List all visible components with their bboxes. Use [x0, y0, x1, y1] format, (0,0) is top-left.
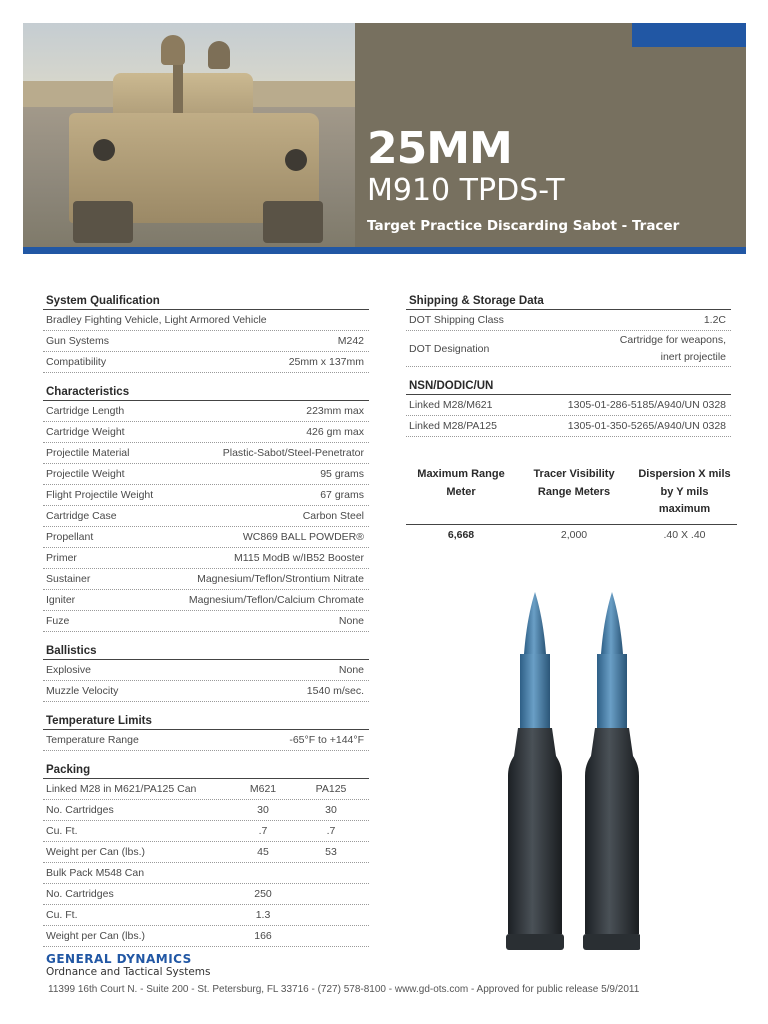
- spec-value: None: [338, 664, 364, 676]
- spec-label: Fuze: [46, 615, 70, 627]
- spec-row: [43, 590, 369, 611]
- packing-label: Weight per Can (lbs.): [46, 930, 146, 942]
- spec-row: [406, 331, 731, 367]
- header-line: Tracer Visibility: [533, 468, 615, 480]
- packing-row: [43, 842, 369, 863]
- spec-value: Plastic-Sabot/Steel-Penetrator: [222, 447, 364, 459]
- spec-label: Bradley Fighting Vehicle, Light Armored Vehicle: [46, 314, 267, 326]
- packing-col-m621: .7: [258, 825, 268, 837]
- spec-row: [43, 527, 369, 548]
- spec-value: 426 gm max: [306, 426, 364, 438]
- spec-label: Cartridge Weight: [46, 426, 125, 438]
- header-dispersion: [632, 466, 737, 519]
- performance-header: [406, 466, 737, 525]
- title-panel: [355, 23, 746, 247]
- packing-col-pa125: 53: [325, 846, 337, 858]
- spec-label: Cartridge Case: [46, 510, 117, 522]
- spec-label: Linked M28/PA125: [409, 420, 497, 432]
- header-line: Meter: [446, 485, 476, 498]
- packing-label: No. Cartridges: [46, 804, 114, 816]
- packing-col-m621: 30: [257, 804, 269, 816]
- spec-value: WC869 BALL POWDER®: [242, 531, 364, 543]
- packing-col-pa125: PA125: [315, 783, 347, 795]
- packing-col-m621: 166: [254, 930, 272, 942]
- spec-row: [43, 681, 369, 702]
- spec-row: [43, 569, 369, 590]
- packing-label: No. Cartridges: [46, 888, 114, 900]
- spec-row: [43, 331, 369, 352]
- spec-label: Muzzle Velocity: [46, 685, 119, 697]
- cartridge-round-right: [583, 592, 640, 950]
- spec-value: -65°F to +144°F: [289, 734, 364, 746]
- section-title-temperature-limits: Temperature Limits: [43, 712, 369, 730]
- header-line: by Y mils: [660, 485, 709, 498]
- spec-row: [43, 548, 369, 569]
- spec-value: 25mm x 137mm: [288, 356, 364, 368]
- header-divider: [23, 247, 746, 254]
- spec-label: Primer: [46, 552, 77, 564]
- spec-value: 223mm max: [306, 405, 364, 417]
- cartridge-round-left: [506, 592, 564, 950]
- packing-col-m621: 1.3: [255, 909, 271, 921]
- bradley-vehicle-photo: [23, 23, 355, 247]
- spec-value: Carbon Steel: [302, 510, 364, 522]
- header-max-range: [406, 466, 516, 519]
- spec-row: [43, 730, 369, 751]
- spec-value: [620, 332, 726, 366]
- packing-row: [43, 884, 369, 905]
- spec-row: [406, 395, 731, 416]
- value-max-range: 6,668: [447, 528, 475, 541]
- spec-value: 67 grams: [320, 489, 364, 501]
- caliber-title: 25MM: [367, 123, 512, 174]
- section-title-nsn-dodic-un: NSN/DODIC/UN: [406, 377, 731, 395]
- spec-value: M242: [337, 335, 364, 347]
- spec-value-line: Cartridge for weapons,: [619, 333, 726, 346]
- left-spec-column: [43, 292, 369, 947]
- spec-value: 1305-01-350-5265/A940/UN 0328: [567, 420, 726, 432]
- spec-value: M115 ModB w/IB52 Booster: [234, 552, 364, 564]
- spec-row: [43, 506, 369, 527]
- packing-row: [43, 926, 369, 947]
- right-spec-column: [406, 292, 731, 437]
- header-banner: [23, 23, 746, 247]
- spec-label: Temperature Range: [46, 734, 139, 746]
- value-tracer-visibility: 2,000: [560, 528, 588, 541]
- packing-row: [43, 863, 369, 884]
- logo-division-name: Ordnance and Tactical Systems: [46, 966, 211, 978]
- header-line: Range Meters: [537, 485, 611, 498]
- spec-value: 1305-01-286-5185/A940/UN 0328: [567, 399, 726, 411]
- spec-label: DOT Shipping Class: [409, 314, 504, 326]
- spec-row: [406, 310, 731, 331]
- spec-row: [43, 660, 369, 681]
- spec-value: 1540 m/sec.: [306, 685, 364, 697]
- spec-label: Flight Projectile Weight: [46, 489, 154, 501]
- spec-value: Magnesium/Teflon/Calcium Chromate: [188, 594, 364, 606]
- header-line: maximum: [658, 503, 711, 515]
- spec-row: [43, 443, 369, 464]
- packing-label: Cu. Ft.: [46, 909, 78, 921]
- section-title-ballistics: Ballistics: [43, 642, 369, 660]
- spec-label: Projectile Material: [46, 447, 130, 459]
- spec-row: [43, 611, 369, 632]
- spec-label: Cartridge Length: [46, 405, 125, 417]
- spec-row: [43, 352, 369, 373]
- packing-row: [43, 800, 369, 821]
- spec-value: None: [338, 615, 364, 627]
- spec-value: 1.2C: [703, 314, 726, 326]
- spec-row: [43, 485, 369, 506]
- spec-label: Gun Systems: [46, 335, 110, 347]
- logo-company-name: GENERAL DYNAMICS: [46, 952, 192, 966]
- spec-row: [43, 401, 369, 422]
- section-title-packing: Packing: [43, 761, 369, 779]
- performance-values: [406, 525, 737, 541]
- spec-label: Compatibility: [46, 356, 107, 368]
- packing-label: Cu. Ft.: [46, 825, 78, 837]
- spec-label: DOT Designation: [409, 342, 490, 355]
- spec-label: Explosive: [46, 664, 91, 676]
- general-dynamics-logo: [46, 953, 210, 978]
- packing-col-m621: M621: [249, 783, 277, 795]
- spec-row: [43, 310, 369, 331]
- spec-row: [43, 422, 369, 443]
- packing-label: Bulk Pack M548 Can: [46, 867, 145, 879]
- spec-value: 95 grams: [320, 468, 364, 480]
- spec-label: Sustainer: [46, 573, 91, 585]
- product-subtitle: Target Practice Discarding Sabot - Tracer: [367, 218, 680, 234]
- packing-label: Linked M28 in M621/PA125 Can: [46, 783, 197, 795]
- spec-label: Linked M28/M621: [409, 399, 493, 411]
- spec-value: Magnesium/Teflon/Strontium Nitrate: [197, 573, 364, 585]
- section-title-system-qualification: System Qualification: [43, 292, 369, 310]
- footer-address: 11399 16th Court N. - Suite 200 - St. Petersburg, FL 33716 - (727) 578-8100 - www.gd-ots.com - Approved for public release 5/9/2011: [48, 984, 640, 995]
- packing-col-m621: 250: [254, 888, 272, 900]
- cartridge-illustration: [500, 588, 640, 956]
- model-title: M910 TPDS-T: [367, 173, 565, 208]
- spec-label: Propellant: [46, 531, 94, 543]
- packing-col-pa125: .7: [326, 825, 336, 837]
- header-tracer-visibility: [516, 466, 632, 519]
- spec-value-line: inert projectile: [660, 350, 726, 363]
- packing-row: [43, 905, 369, 926]
- packing-row: [43, 821, 369, 842]
- blue-accent-tab: [632, 23, 746, 47]
- packing-row: [43, 779, 369, 800]
- spec-row: [43, 464, 369, 485]
- value-dispersion: .40 X .40: [663, 528, 706, 541]
- section-title-shipping: Shipping & Storage Data: [406, 292, 731, 310]
- section-title-characteristics: Characteristics: [43, 383, 369, 401]
- packing-col-pa125: 30: [325, 804, 337, 816]
- spec-row: [406, 416, 731, 437]
- packing-label: Weight per Can (lbs.): [46, 846, 146, 858]
- packing-col-m621: 45: [257, 846, 269, 858]
- header-line: Maximum Range: [417, 468, 505, 480]
- spec-label: Igniter: [46, 594, 76, 606]
- spec-label: Projectile Weight: [46, 468, 125, 480]
- performance-table: [406, 466, 737, 541]
- header-line: Dispersion X mils: [638, 468, 731, 480]
